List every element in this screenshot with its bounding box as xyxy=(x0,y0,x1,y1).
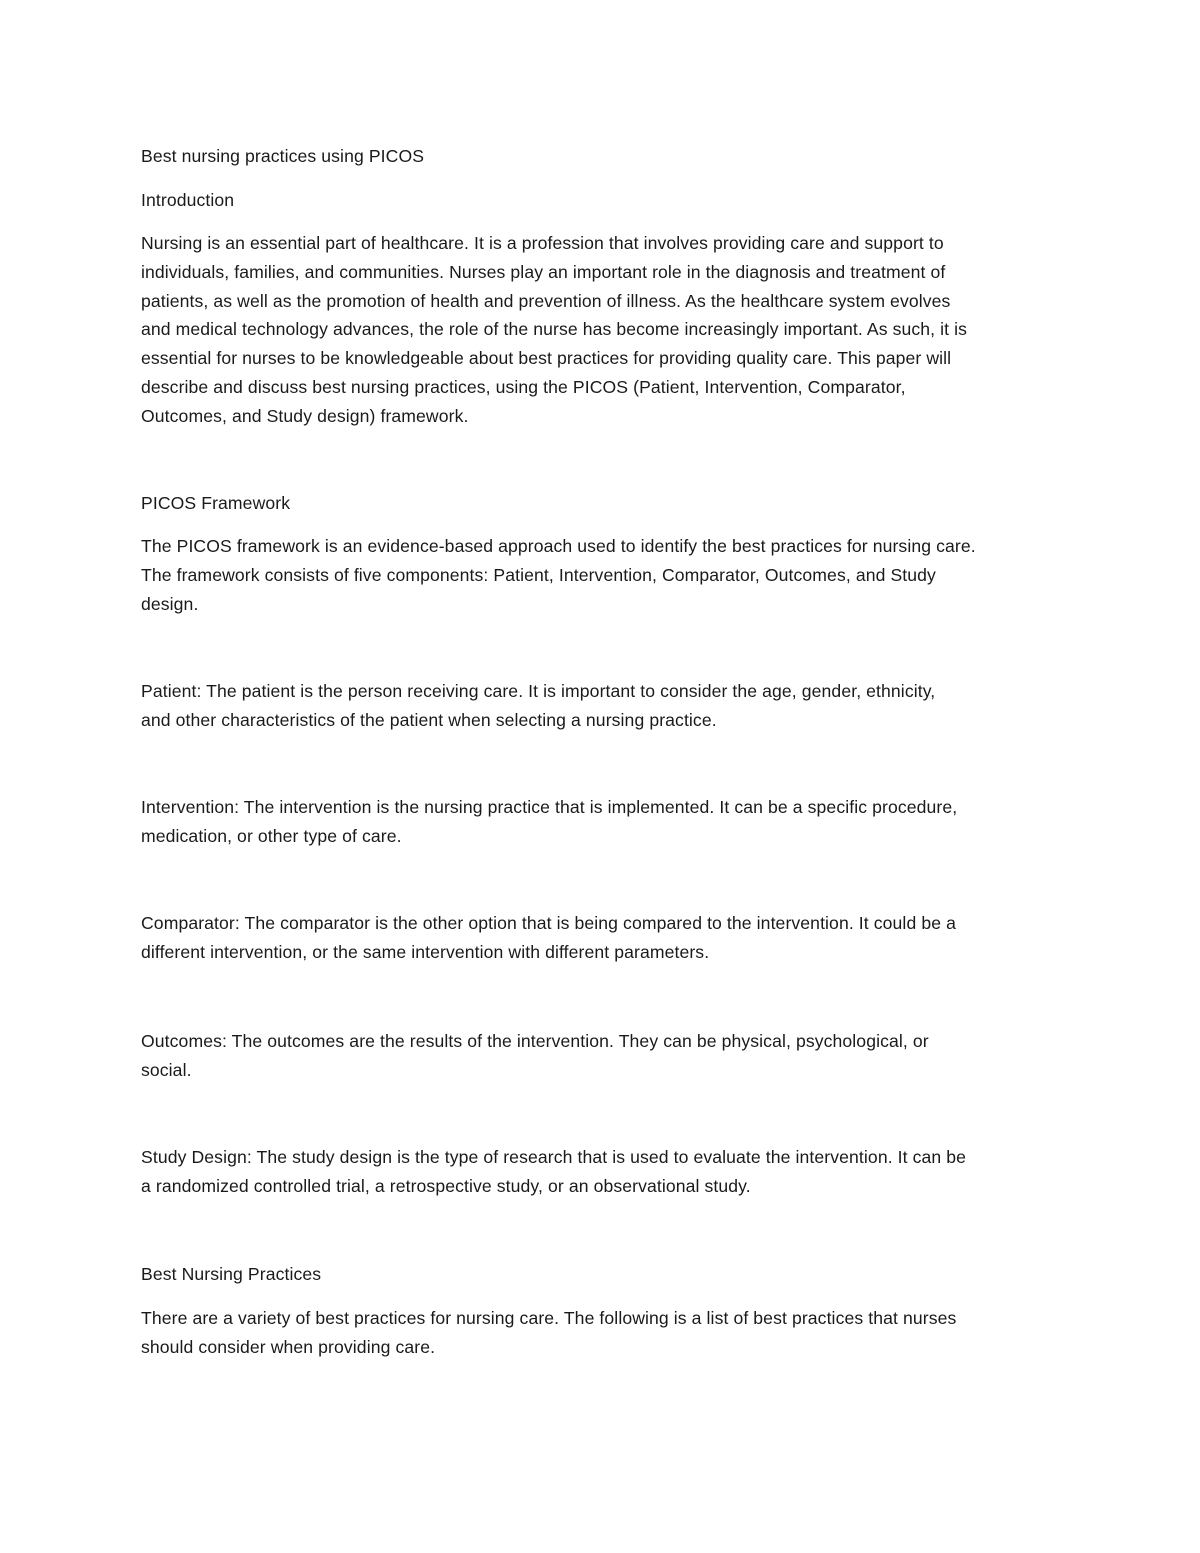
paragraph-line: and medical technology advances, the role of the nurse has become increasingly important. As such, it is xyxy=(141,319,968,340)
comparator-paragraph xyxy=(141,909,1061,967)
paragraph-line: and other characteristics of the patient when selecting a nursing practice. xyxy=(141,709,717,730)
paragraph-line: Nursing is an essential part of healthcare. It is a profession that involves providing care and support to xyxy=(141,233,944,253)
best-practices-paragraph xyxy=(141,1304,1061,1362)
picos-heading: PICOS Framework xyxy=(141,493,291,513)
paragraph-line: medication, or other type of care. xyxy=(141,825,402,846)
paragraph-line: essential for nurses to be knowledgeable about best practices for providing quality care. This paper will xyxy=(141,348,952,369)
paragraph-line: The PICOS framework is an evidence-based approach used to identify the best practices for nursing care. xyxy=(141,536,976,556)
patient-paragraph xyxy=(141,677,1061,735)
paragraph-line: Patient: The patient is the person receiving care. It is important to consider the age, gender, ethnicity, xyxy=(141,681,936,701)
paragraph-line: The framework consists of five components: Patient, Intervention, Comparator, Outcomes, and Study xyxy=(141,564,936,585)
paragraph-line: Study Design: The study design is the type of research that is used to evaluate the intervention. It can be xyxy=(141,1147,967,1167)
paragraph-line: There are a variety of best practices for nursing care. The following is a list of best practices that nurses xyxy=(141,1308,957,1328)
paragraph-line: Outcomes, and Study design) framework. xyxy=(141,405,469,426)
intro-paragraph xyxy=(141,229,1061,431)
paragraph-line: a randomized controlled trial, a retrospective study, or an observational study. xyxy=(141,1175,751,1196)
intervention-paragraph xyxy=(141,793,1061,851)
paragraph-line: patients, as well as the promotion of health and prevention of illness. As the healthcare system evolves xyxy=(141,290,951,311)
paragraph-line: Comparator: The comparator is the other option that is being compared to the intervention. It could be a xyxy=(141,913,956,933)
document-title: Best nursing practices using PICOS xyxy=(141,146,425,166)
best-practices-heading: Best Nursing Practices xyxy=(141,1264,322,1284)
intro-heading: Introduction xyxy=(141,190,235,210)
paragraph-line: Intervention: The intervention is the nursing practice that is implemented. It can be a specific procedure, xyxy=(141,797,958,817)
paragraph-line: design. xyxy=(141,593,199,614)
paragraph-line: individuals, families, and communities. Nurses play an important role in the diagnosis and treatment of xyxy=(141,261,946,282)
outcomes-paragraph xyxy=(141,1027,1061,1085)
paragraph-line: Outcomes: The outcomes are the results of the intervention. They can be physical, psychological, or xyxy=(141,1031,929,1051)
paragraph-line: should consider when providing care. xyxy=(141,1336,436,1357)
paragraph-line: different intervention, or the same intervention with different parameters. xyxy=(141,941,710,962)
paragraph-line: social. xyxy=(141,1059,192,1080)
study-design-paragraph xyxy=(141,1143,1061,1201)
picos-paragraph xyxy=(141,532,1061,618)
paragraph-line: describe and discuss best nursing practices, using the PICOS (Patient, Intervention, Comparator, xyxy=(141,376,906,397)
